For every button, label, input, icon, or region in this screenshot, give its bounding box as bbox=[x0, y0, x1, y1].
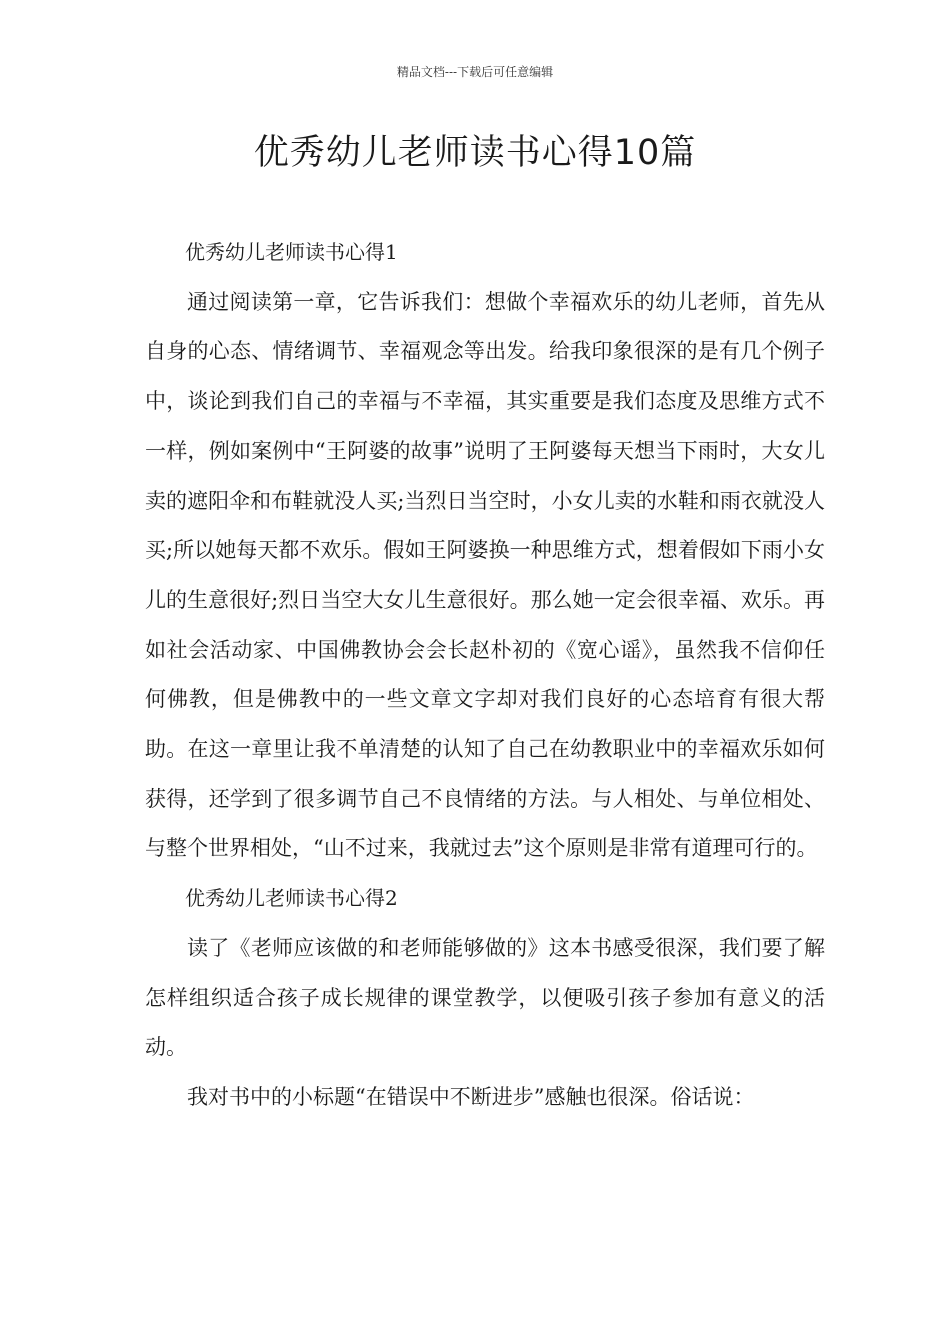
paragraph: 通过阅读第一章，它告诉我们：想做个幸福欢乐的幼儿老师，首先从自身的心态、情绪调节、幸福观念等出发。给我印象很深的是有几个例子中，谈论到我们自己的幸福与不幸福，其实重要是我们态度及思维方式不一样，例如案例中“王阿婆的故事”说明了王阿婆每天想当下雨时，大女儿卖的遮阳伞和布鞋就没人买;当烈日当空时，小女儿卖的水鞋和雨衣就没人买;所以她每天都不欢乐。假如王阿婆换一种思维方式，想着假如下雨小女儿的生意很好;烈日当空大女儿生意很好。那么她一定会很幸福、欢乐。再如社会活动家、中国佛教协会会长赵朴初的《宽心谣》，虽然我不信仰任何佛教，但是佛教中的一些文章文字却对我们良好的心态培育有很大帮助。在这一章里让我不单清楚的认知了自己在幼教职业中的幸福欢乐如何获得，还学到了很多调节自己不良情绪的方法。与人相处、与单位相处、与整个世界相处，“山不过来，我就过去”这个原则是非常有道理可行的。 bbox=[145, 289, 825, 861]
document-title: 优秀幼儿老师读书心得10篇 bbox=[253, 133, 697, 173]
paragraph: 读了《老师应该做的和老师能够做的》这本书感受很深，我们要了解怎样组织适合孩子成长规律的课堂教学，以便吸引孩子参加有意义的活动。 bbox=[145, 935, 825, 1060]
section-heading: 优秀幼儿老师读书心得1 bbox=[185, 240, 398, 264]
page-header: 精品文档---下载后可任意编辑 bbox=[396, 65, 554, 79]
document-body bbox=[145, 228, 825, 1123]
paragraph: 我对书中的小标题“在错误中不断进步”感触也很深。俗话说： bbox=[187, 1084, 755, 1109]
section-heading: 优秀幼儿老师读书心得2 bbox=[185, 886, 398, 911]
